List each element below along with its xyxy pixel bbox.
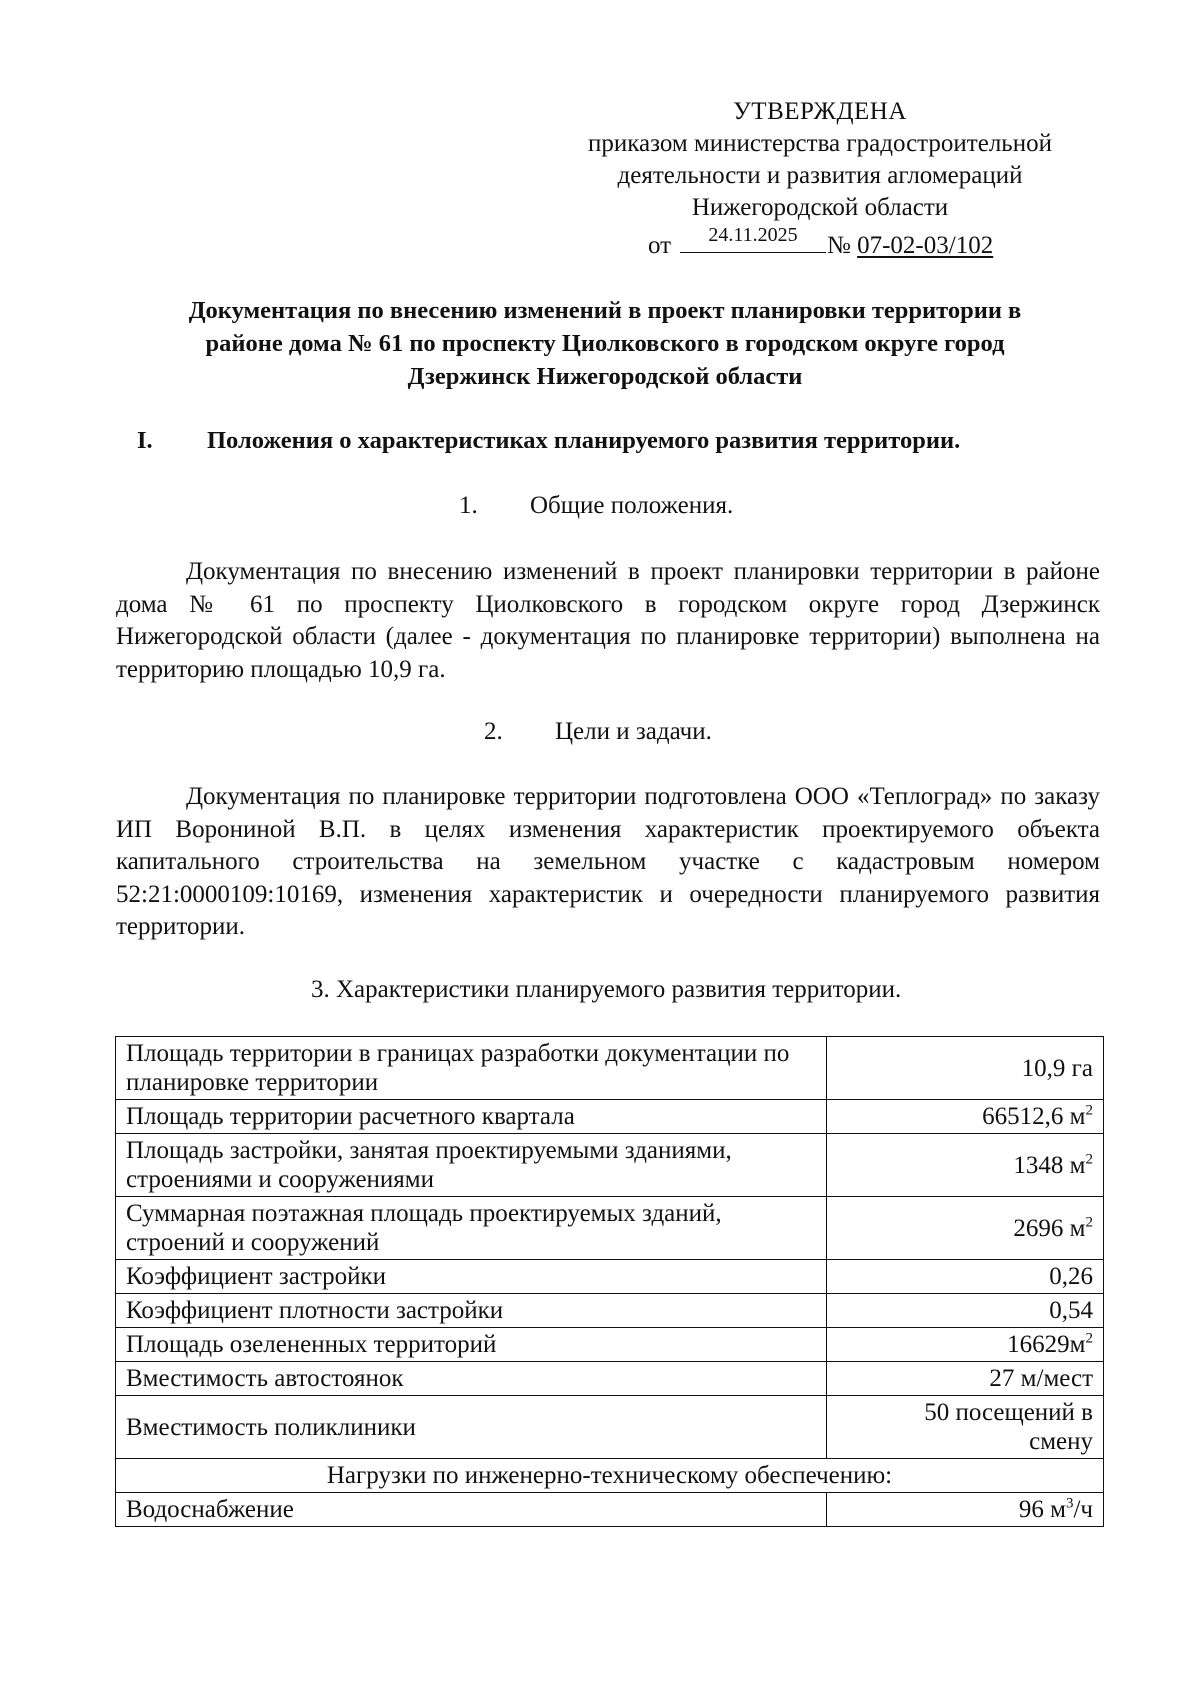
- row-label: Суммарная поэтажная площадь проектируемых зданий, строений и сооружений: [116, 1197, 827, 1260]
- row-value: 10,9 га: [827, 1037, 1104, 1100]
- row-value-cell: [827, 1197, 1104, 1260]
- table-row: [116, 1493, 1104, 1527]
- approval-number: 07-02-03/102: [857, 232, 994, 259]
- row-value-sup: 2: [1085, 1214, 1093, 1231]
- row-label: Водоснабжение: [116, 1493, 827, 1527]
- row-value-cell: [827, 1328, 1104, 1362]
- table-row: [116, 1260, 1104, 1294]
- row-value-sup: 2: [1085, 1102, 1093, 1119]
- row-label: Площадь территории расчетного квартала: [116, 1100, 827, 1134]
- subsection-2-heading: [484, 716, 712, 748]
- document-title: [110, 294, 1100, 393]
- subsection-1-number: 1.: [459, 492, 478, 519]
- row-value: 0,26: [827, 1260, 1104, 1294]
- approval-date: 24.11.2025: [680, 224, 826, 253]
- table-row: [116, 1134, 1104, 1197]
- table-row: [116, 1037, 1104, 1100]
- subsection-1-heading: [459, 490, 733, 522]
- row-value-sup: 2: [1085, 1330, 1093, 1347]
- subsection-1-title: Общие положения.: [530, 492, 734, 519]
- subsection-3-title: Характеристики планируемого развития территории.: [336, 976, 902, 1003]
- approval-line-1: приказом министерства градостроительной: [588, 130, 1052, 157]
- row-value: 2696 м: [1013, 1214, 1086, 1242]
- table-row: [116, 1362, 1104, 1396]
- table-row: [116, 1396, 1104, 1459]
- subsection-1-paragraph: Документация по внесению изменений в проект планировки территории в районе дома № 61 по проспекту Циолковского в городском округе город Дзержинск Нижегородской области (далее - документация по планировке территории) выполнена на территорию площадью 10,9 га.: [116, 558, 1100, 683]
- row-value-cell: [827, 1134, 1104, 1197]
- row-label: Площадь территории в границах разработки документации по планировке территории: [116, 1037, 827, 1100]
- approval-line-2: деятельности и развития агломераций: [617, 162, 1023, 189]
- row-value: 27 м/мест: [827, 1362, 1104, 1396]
- approval-number-wrap: [827, 230, 993, 262]
- row-value-sup: 2: [1085, 1151, 1093, 1168]
- subsection-2-title: Цели и задачи.: [555, 718, 712, 745]
- row-value-cell: [827, 1493, 1104, 1527]
- row-value: 96 м: [1018, 1496, 1066, 1523]
- row-value-sup: 3: [1065, 1495, 1074, 1512]
- approval-date-line: [540, 224, 1100, 258]
- table-group-row: [116, 1459, 1104, 1493]
- subsection-2-paragraph: Документация по планировке территории подготовлена ООО «Теплоград» по заказу ИП Ворониной В.П. в целях изменения характеристик проектируемого объекта капитального строительства на земельном участке с кадастровым номером 52:21:0000109:10169, изменения характеристик и очередности планируемого развития территории.: [116, 783, 1100, 940]
- row-label: Коэффициент застройки: [116, 1260, 827, 1294]
- table-row: [116, 1328, 1104, 1362]
- section-title: Положения о характеристиках планируемого развития территории.: [207, 427, 961, 454]
- document-title-line-1: Документация по внесению изменений в проект планировки территории в: [188, 297, 1022, 324]
- row-label: Площадь застройки, занятая проектируемыми зданиями, строениями и сооружениями: [116, 1134, 827, 1197]
- subsection-3-heading: [311, 974, 901, 1006]
- number-prefix: №: [827, 232, 851, 259]
- subsection-3-number: 3.: [311, 976, 330, 1003]
- approval-title: УТВЕРЖДЕНА: [733, 98, 907, 125]
- table-row: [116, 1100, 1104, 1134]
- table-row: [116, 1294, 1104, 1328]
- characteristics-table: [115, 1036, 1104, 1527]
- row-value-unit: /ч: [1073, 1496, 1093, 1523]
- approval-block: [540, 96, 1100, 258]
- row-value: 0,54: [827, 1294, 1104, 1328]
- section-number: I.: [137, 427, 153, 454]
- row-value: 66512,6 м: [982, 1103, 1086, 1130]
- group-header: Нагрузки по инженерно-техническому обеспечению:: [116, 1459, 1104, 1493]
- row-label: Вместимость автостоянок: [116, 1362, 827, 1396]
- row-value: 16629м: [1007, 1331, 1086, 1358]
- table-row: [116, 1197, 1104, 1260]
- document-title-line-2: районе дома № 61 по проспекту Циолковского в городском округе город: [205, 330, 1005, 357]
- date-prefix: от: [648, 232, 672, 259]
- row-value: 1348 м: [1013, 1151, 1086, 1179]
- subsection-2-number: 2.: [484, 718, 503, 745]
- document-title-line-3: Дзержинск Нижегородской области: [407, 363, 803, 390]
- row-label: Площадь озелененных территорий: [116, 1328, 827, 1362]
- approval-line-3: Нижегородской области: [691, 194, 949, 221]
- row-label: Коэффициент плотности застройки: [116, 1294, 827, 1328]
- row-value: 50 посещений в смену: [827, 1396, 1104, 1459]
- row-label: Вместимость поликлиники: [116, 1396, 827, 1459]
- row-value-cell: [827, 1100, 1104, 1134]
